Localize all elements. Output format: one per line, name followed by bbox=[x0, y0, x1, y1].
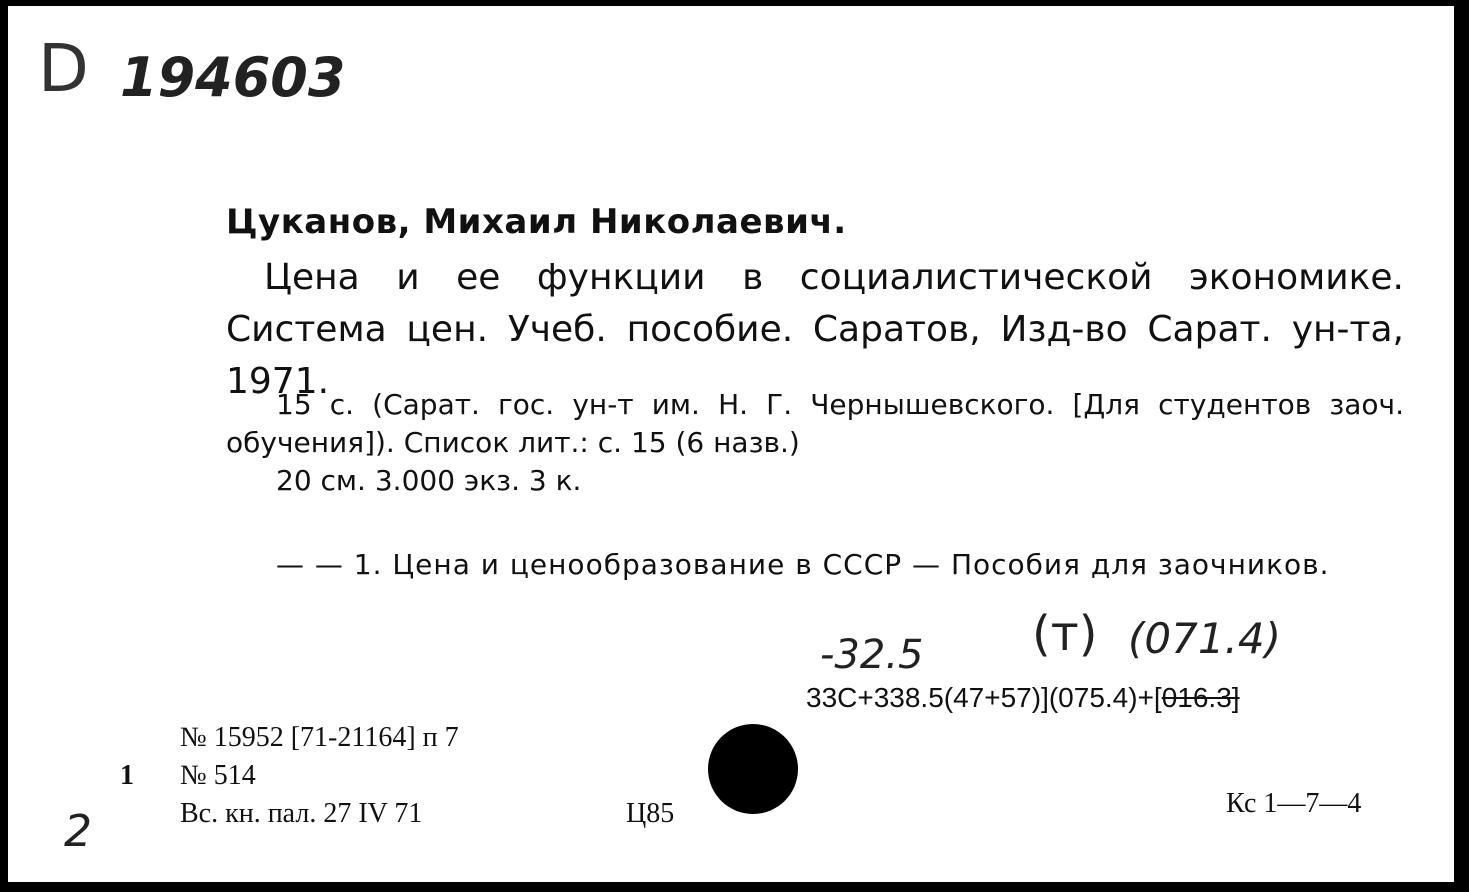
handwritten-code-2: (т) bbox=[1032, 606, 1098, 662]
punch-hole bbox=[708, 724, 798, 814]
author-heading: Цуканов, Михаил Николаевич. bbox=[226, 202, 847, 242]
footer-registration: № 15952 [71-21164] п 7 bbox=[180, 722, 459, 753]
handwritten-corner-mark: 2 bbox=[64, 806, 92, 857]
classification-struck: 016.3] bbox=[1161, 682, 1240, 713]
size-price: 20 см. 3.000 экз. 3 к. bbox=[276, 464, 582, 497]
footer-right-code: Кс 1—7—4 bbox=[1226, 788, 1362, 819]
footer-code: Ц85 bbox=[626, 798, 675, 829]
subject-heading: — — 1. Цена и ценообразование в СССР — Пособия для заочников. bbox=[276, 548, 1330, 581]
footer-number: № 514 bbox=[180, 760, 256, 791]
stamp-letter: D bbox=[38, 30, 89, 107]
title-description: Цена и ее функции в социалистической экономике. Система цен. Учеб. пособие. Саратов, Изд-во Сарат. ун-та, 1971. bbox=[226, 257, 1404, 402]
handwritten-code-1: -32.5 bbox=[820, 632, 924, 678]
footer-chamber: Вс. кн. пал. 27 IV 71 bbox=[180, 798, 423, 829]
handwritten-code-3: (071.4) bbox=[1128, 614, 1282, 663]
classification-line bbox=[806, 682, 1240, 714]
physical-description: 15 с. (Сарат. гос. ун-т им. Н. Г. Чернышевского. [Для студентов заоч. обучения]). Список лит.: с. 15 (6 назв.) bbox=[226, 388, 1404, 459]
catalog-card bbox=[6, 4, 1456, 884]
stamp-number: 194603 bbox=[120, 46, 346, 109]
footer-line2-prefix: 1 bbox=[120, 760, 134, 791]
classification-main: 33С+338.5(47+57)](075.4)+[ bbox=[806, 682, 1162, 713]
